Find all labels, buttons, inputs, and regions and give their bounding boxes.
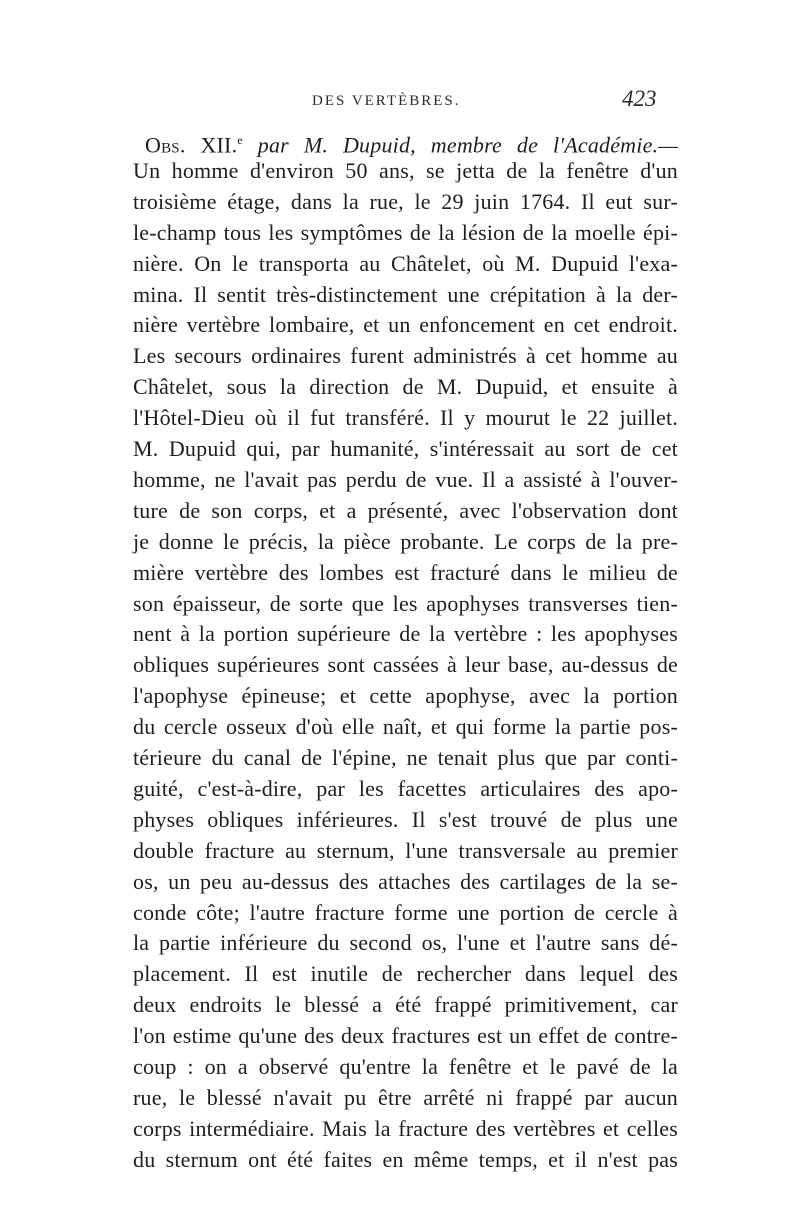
text-line: mina. Il sentit très-distinctement une crépitation à la der-	[133, 281, 678, 307]
text-line: l'apophyse épineuse; et cette apophyse, avec la portion	[133, 683, 678, 709]
text-line: os, un peu au-dessus des attaches des cartilages de la se-	[133, 868, 678, 894]
text-line: nière. On le transporta au Châtelet, où M. Dupuid l'exa-	[133, 250, 678, 276]
text-line: troisième étage, dans la rue, le 29 juin 1764. Il eut sur-	[133, 188, 678, 214]
text-line: guité, c'est-à-dire, par les facettes articulaires des apo-	[133, 775, 678, 801]
running-head: DES VERTÈBRES.	[312, 93, 461, 109]
text-line: Un homme d'environ 50 ans, se jetta de la fenêtre d'un	[133, 157, 678, 183]
text-line: nière vertèbre lombaire, et un enfoncement en cet endroit.	[133, 312, 678, 338]
text-line: conde côte; l'autre fracture forme une portion de cercle à	[133, 899, 678, 925]
text-line: je donne le précis, la pièce probante. Le corps de la pre-	[133, 528, 678, 554]
text-line: deux endroits le blessé a été frappé primitivement, car	[133, 992, 678, 1018]
text-line: térieure du canal de l'épine, ne tenait plus que par conti-	[133, 745, 678, 770]
observation-author: par M. Dupuid, membre de l'Académie.—	[257, 132, 679, 158]
text-line: coup : on a observé qu'entre la fenêtre et le pavé de la	[133, 1054, 678, 1079]
page-number: 423	[622, 86, 657, 111]
text-line: ture de son corps, et a présenté, avec l'observation dont	[133, 497, 678, 523]
text-line: mière vertèbre des lombes est fracturé dans le milieu de	[133, 559, 678, 585]
text-line: l'Hôtel-Dieu où il fut transféré. Il y mourut le 22 juillet.	[133, 405, 678, 431]
text-line: le-champ tous les symptômes de la lésion de la moelle épi-	[133, 219, 678, 245]
text-line: du cercle osseux d'où elle naît, et qui forme la partie pos-	[133, 714, 678, 740]
text-line: Les secours ordinaires furent administrés à cet homme au	[133, 343, 678, 369]
text-line: la partie inférieure du second os, l'une et l'autre sans dé-	[133, 930, 678, 956]
text-line: l'on estime qu'une des deux fractures est un effet de contre-	[133, 1023, 678, 1049]
observation-label: Obs. XII.	[145, 132, 238, 158]
text-line: Châtelet, sous la direction de M. Dupuid, et ensuite à	[133, 374, 678, 400]
text-line: du sternum ont été faites en même temps, et il n'est pas	[133, 1146, 678, 1172]
text-line: double fracture au sternum, l'une transversale au premier	[133, 837, 678, 863]
text-line: rue, le blessé n'avait pu être arrêté ni frappé par aucun	[133, 1084, 678, 1110]
text-line: homme, ne l'avait pas perdu de vue. Il a assisté à l'ouver-	[133, 466, 678, 492]
text-line: son épaisseur, de sorte que les apophyses transverses tien-	[133, 590, 678, 616]
text-line: corps intermédiaire. Mais la fracture des vertèbres et celles	[133, 1115, 678, 1141]
text-line	[145, 125, 679, 158]
text-line: nent à la portion supérieure de la vertèbre : les apophyses	[133, 621, 678, 647]
observation-superscript: e	[237, 133, 243, 147]
text-line: obliques supérieures sont cassées à leur base, au-dessus de	[133, 652, 678, 678]
text-line: placement. Il est inutile de rechercher dans lequel des	[133, 961, 678, 987]
text-line: physes obliques inférieures. Il s'est trouvé de plus une	[133, 806, 678, 832]
text-line: M. Dupuid qui, par humanité, s'intéressait au sort de cet	[133, 436, 678, 461]
